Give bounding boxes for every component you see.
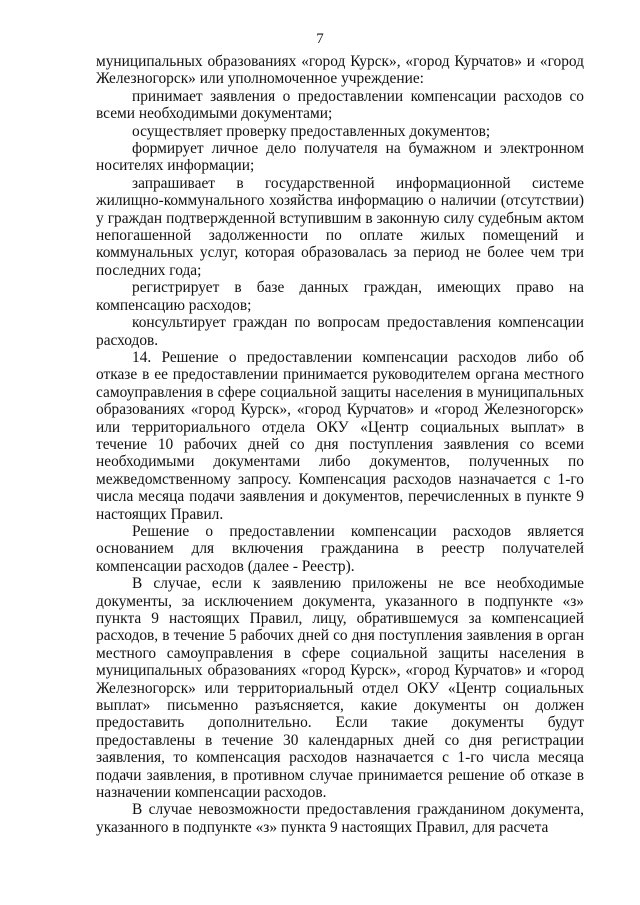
paragraph-item: регистрирует в базе данных граждан, имеющих право на компенсацию расходов; — [96, 279, 584, 314]
paragraph-impossibility: В случае невозможности предоставления гражданином документа, указанного в подпункте «з» пункта 9 настоящих Правил, для расчета — [96, 801, 584, 836]
body-text — [96, 53, 584, 836]
paragraph-item: принимает заявления о предоставлении компенсации расходов со всеми необходимыми документами; — [96, 87, 584, 123]
paragraph-item: запрашивает в государственной информационной системе жилищно-коммунального хозяйства информацию о наличии (отсутствии) у граждан подтвержденной вступившим в законную силу судебным актом непогашенной задолженности по оплате жилых помещений и коммунальных услуг, которая образовалась за период не более чем три последних года; — [96, 174, 584, 279]
paragraph-continuation: муниципальных образованиях «город Курск», «город Курчатов» и «город Железногорск» или уполномоченное учреждение: — [96, 53, 584, 88]
paragraph-item: формирует личное дело получателя на бумажном и электронном носителях информации; — [96, 140, 584, 175]
paragraph-missing-documents: В случае, если к заявлению приложены не все необходимые документы, за исключением документа, указанного в подпункте «з» пункта 9 настоящих Правил, лицу, обратившемуся за компенсацией расходов, в течение 5 рабочих дней со дня поступления заявления в орган местного самоуправления в сфере социальной защиты населения в муниципальных образованиях «город Курск», «город Курчатов» и «город Железногорск» или территориальный отдел ОКУ «Центр социальных выплат» письменно разъясняется, какие документы он должен предоставить дополнительно. Если такие документы будут предоставлены в течение 30 календарных дней со дня регистрации заявления, то компенсация расходов назначается с 1-го числа месяца подачи заявления, в противном случае принимается решение об отказе в назначении компенсации расходов. — [96, 575, 584, 802]
page-number: 7 — [316, 31, 324, 47]
paragraph-registry: Решение о предоставлении компенсации расходов является основанием для включения гражданина в реестр получателей компенсации расходов (далее - Реестр). — [96, 522, 584, 575]
paragraph-item: консультирует граждан по вопросам предоставления компенсации расходов. — [96, 314, 584, 349]
paragraph-item: осуществляет проверку предоставленных документов; — [132, 122, 491, 140]
paragraph-section-14: 14. Решение о предоставлении компенсации расходов либо об отказе в ее предоставлении принимается руководителем органа местного самоуправления в сфере социальной защиты населения в муниципальных образованиях «город Курск», «город Курчатов» и «город Железногорск» или территориального отдела ОКУ «Центр социальных выплат» в течение 10 рабочих дней со дня поступления заявления со всеми необходимыми документами либо документов, полученных по межведомственному запросу. Компенсация расходов назначается с 1-го числа месяца подачи заявления и документов, перечисленных в пункте 9 настоящих Правил. — [96, 348, 584, 523]
